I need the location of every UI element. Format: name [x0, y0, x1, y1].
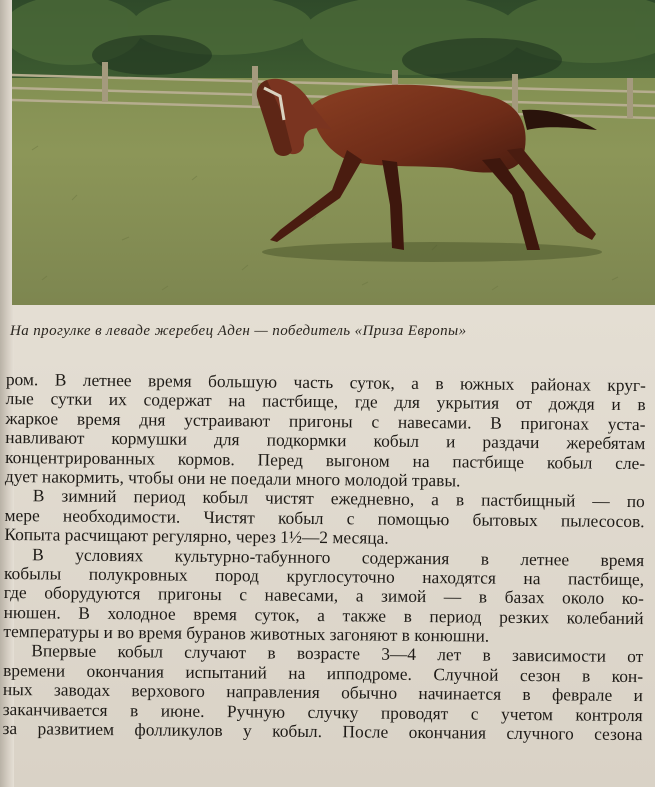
- body-text: [2, 370, 646, 745]
- text-line: Впервые кобыл случают в возрасте 3—4 лет в зависимости от: [31, 640, 644, 667]
- horse-photo: [12, 0, 655, 305]
- text-line: В условиях культурно-табунного содержания в летнее время: [32, 543, 645, 570]
- text-line: концентрированных кормов. Перед выгоном на пастбище кобыл сле-: [5, 446, 646, 473]
- text-line: ных заводах верхового направления обычно начинается в феврале и: [2, 679, 644, 706]
- text-line: лые сутки их содержат на пастбище, где для укрытия от дождя и в: [5, 388, 646, 415]
- text-line: жаркое время дня устраивают пригоны с навесами. В пригонах уста-: [5, 407, 646, 434]
- text-line: навливают кормушки для подкормки кобыл и раздачи жеребятам: [5, 427, 646, 454]
- text-line: дует накормить, чтобы они не поедали много молодой травы.: [4, 465, 461, 491]
- text-line: кобылы полукровных пород круглосуточно находятся на пастбище,: [3, 562, 645, 590]
- photo-caption: На прогулке в леваде жеребец Аден — победитель «Приза Европы»: [10, 323, 467, 339]
- text-line: нюшен. В холодное время суток, а также в период резких колебаний: [3, 601, 644, 628]
- text-line: времени окончания испытаний на ипподроме. Случной сезон в кон-: [3, 659, 644, 686]
- text-line: где оборудуются пригоны с навесами, а зимой — в базах около ко-: [3, 582, 644, 609]
- text-line: за развитием фолликулов у кобыл. После окончания случного сезона: [2, 718, 643, 745]
- text-line: температуры и во время буранов животных загоняют в конюшни.: [3, 621, 490, 646]
- text-line: В зимний период кобыл чистят ежедневно, а в пастбищный — по: [32, 485, 645, 512]
- text-line: мере необходимости. Чистят кобыл с помощью бытовых пылесосов.: [4, 504, 645, 531]
- text-line: Копыта расчищают регулярно, через 1½—2 месяца.: [4, 524, 389, 548]
- text-line: ром. В летнее время большую часть суток, а в южных районах круг-: [5, 369, 646, 396]
- text-line: заканчивается в июне. Ручную случку проводят с учетом контроля: [2, 698, 643, 725]
